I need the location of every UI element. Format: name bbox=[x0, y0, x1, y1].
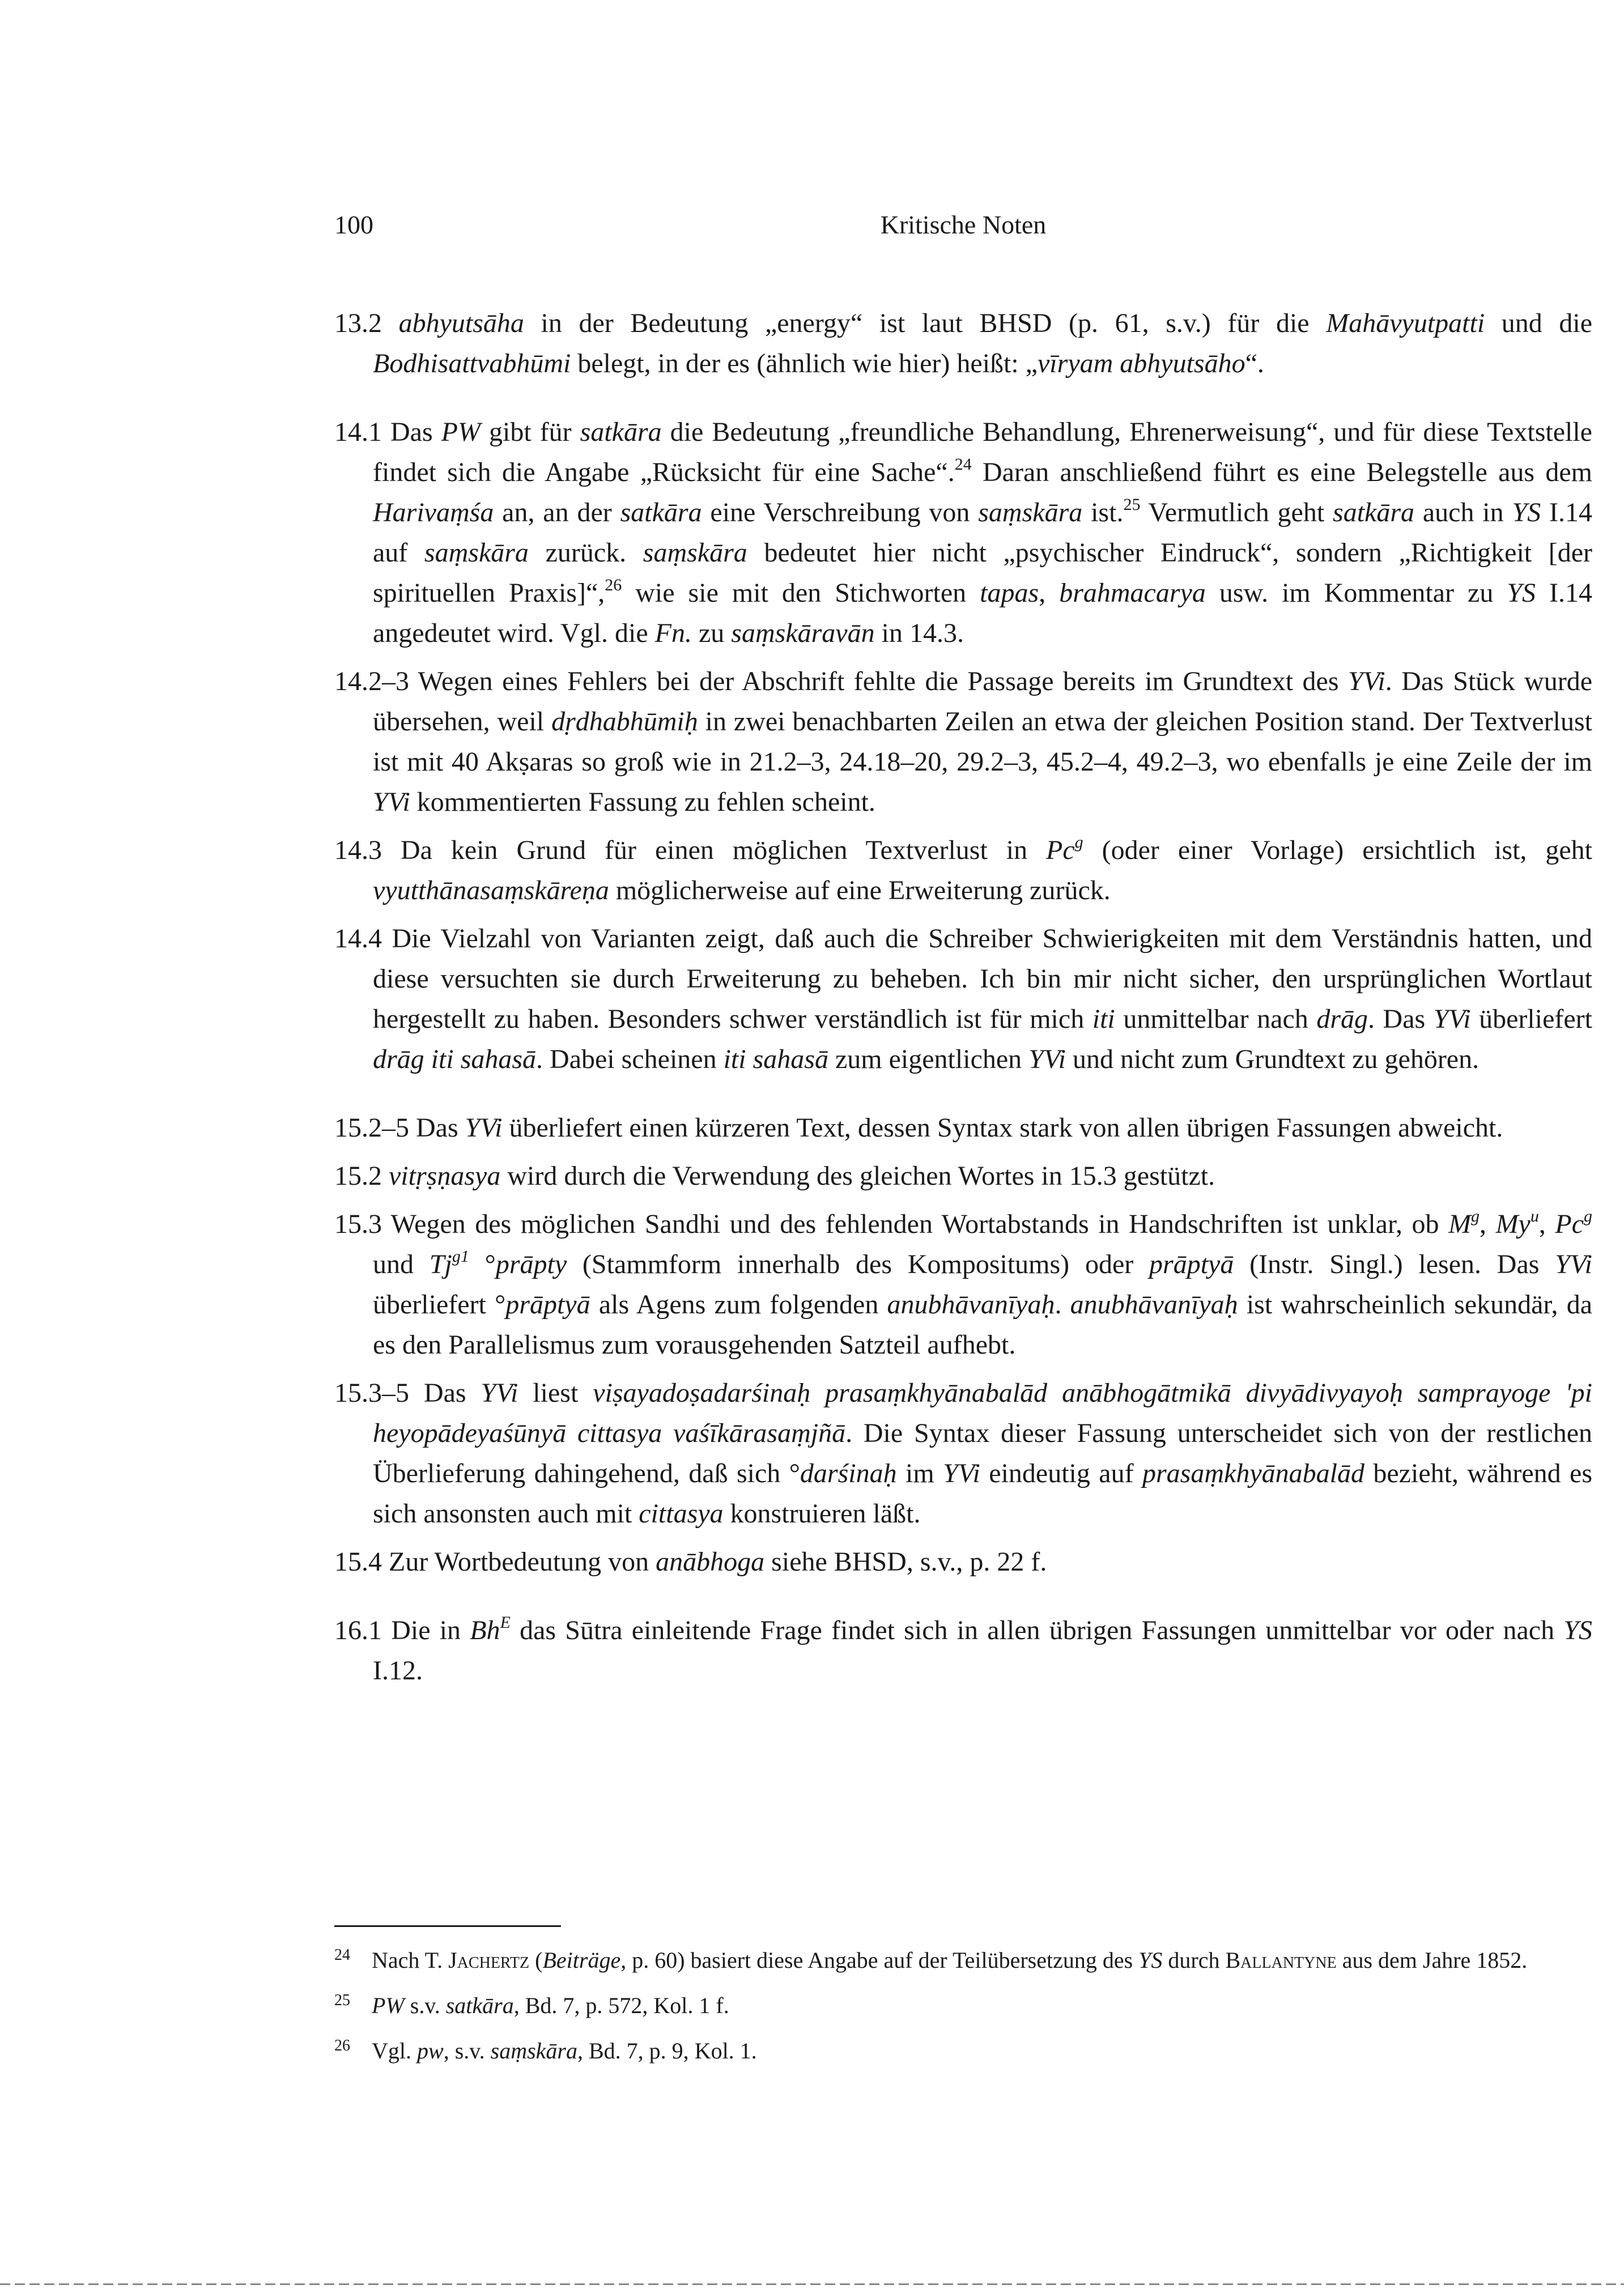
notes-body bbox=[334, 303, 1592, 1699]
scan-edge bbox=[0, 2283, 1624, 2285]
page-number: 100 bbox=[334, 210, 373, 239]
running-header bbox=[334, 210, 1592, 249]
note-entry: 15.3 Wegen des möglichen Sandhi und des fehlenden Wortabstands in Handschriften ist unklar, ob $M^g$, My$^u$, Pc$^g$ und $Tj^{g1}$ °prāpty (Stammform innerhalb des Kompositums) oder prāptyā (Instr. Singl.) lesen. Das YVi überliefert °prāptyā als Agens zum folgenden anubhāvanīyaḥ. anubhāvanīyaḥ ist wahrscheinlich sekundär, da es den Parallelismus zum vorausgehenden Satzteil aufhebt. bbox=[334, 1207, 1593, 1360]
footnote-text: Nach T. Jachertz (Beiträge, p. 60) basiert diese Angabe auf der Teilübersetzung des YS durch Ballantyne aus dem Jahre 1852. bbox=[372, 1947, 1528, 1973]
note-entry: 15.2 vitṛṣṇasya wird durch die Verwendung des gleichen Wortes in 15.3 gestützt. bbox=[334, 1161, 1215, 1191]
footnote: 26 Vgl. pw, s.v. saṃskāra, Bd. 7, p. 9, Kol. 1. bbox=[334, 2037, 757, 2064]
footnotes bbox=[334, 1943, 1592, 2079]
note-entry: 14.3 Da kein Grund für einen möglichen Textverlust in Pc$^g$ (oder einer Vorlage) ersichtlich ist, geht vyutthānasaṃskāreṇa möglicherweise auf eine Erweiterung zurück. bbox=[334, 833, 1593, 905]
note-entry: 16.1 Die in $Bh^E$ das Sūtra einleitende Frage findet sich in allen übrigen Fassungen unmittelbar vor oder nach YS I.12. bbox=[334, 1613, 1593, 1686]
note-entry: 15.3–5 Das YVi liest viṣayadoṣadarśinaḥ prasaṃkhyānabalād anābhogātmikā divyādivyayoḥ samprayoge 'pi heyopādeyaśūnyā cittasya vaśīkārasaṃjñā. Die Syntax dieser Fassung unterscheidet sich von der restlichen Überlieferung dahingehend, daß sich °darśinaḥ im YVi eindeutig auf prasaṃkhyānabalād bezieht, während es sich ansonsten auch mit cittasya konstruieren läßt. bbox=[334, 1378, 1593, 1529]
note-entry: 14.1 Das PW gibt für satkāra die Bedeutung „freundliche Behandlung, Ehrenerweisung“, und für diese Textstelle findet sich die Angabe „Rücksicht für eine Sache“.$^{24}$ Daran anschließend führt es eine Belegstelle aus dem Harivaṃśa an, an der satkāra eine Verschreibung von saṃskāra ist.$^{25}$ Vermutlich geht satkāra auch in YS I.14 auf saṃskāra zurück. saṃskāra bedeutet hier nicht „psychischer Eindruck“, sondern „Richtigkeit [der spirituellen Praxis]“,$^{26}$ wie sie mit den Stichworten tapas, brahmacarya usw. im Kommentar zu YS I.14 angedeutet wird. Vgl. die Fn. zu saṃskāravān in 14.3. bbox=[334, 417, 1593, 648]
note-entry: 15.4 Zur Wortbedeutung von anābhoga siehe BHSD, s.v., p. 22 f. bbox=[334, 1547, 1047, 1577]
footnote: 24 Nach T. Jachertz (Beiträge, p. 60) basiert diese Angabe auf der Teilübersetzung des YS durch Ballantyne aus dem Jahre 1852. bbox=[334, 1946, 1528, 1973]
footnote: 25 PW s.v. satkāra, Bd. 7, p. 572, Kol. 1 f. bbox=[334, 1992, 729, 2018]
footnote-text: PW s.v. satkāra, Bd. 7, p. 572, Kol. 1 f. bbox=[372, 1993, 729, 2018]
footnote-rule bbox=[334, 1925, 561, 1927]
note-entry: 14.2–3 Wegen eines Fehlers bei der Abschrift fehlte die Passage bereits im Grundtext des YVi. Das Stück wurde übersehen, weil dṛdhabhūmiḥ in zwei benachbarten Zeilen an etwa der gleichen Position stand. Der Textverlust ist mit 40 Akṣaras so groß wie in 21.2–3, 24.18–20, 29.2–3, 45.2–4, 49.2–3, wo ebenfalls je eine Zeile der im YVi kommentierten Fassung zu fehlen scheint. bbox=[334, 666, 1593, 817]
footnote-text: Vgl. pw, s.v. saṃskāra, Bd. 7, p. 9, Kol. 1. bbox=[372, 2038, 757, 2064]
running-title: Kritische Noten bbox=[880, 210, 1047, 239]
note-entry: 15.2–5 Das YVi überliefert einen kürzeren Text, dessen Syntax stark von allen übrigen Fassungen abweicht. bbox=[334, 1113, 1503, 1143]
note-entry: 13.2 abhyutsāha in der Bedeutung „energy“ ist laut BHSD (p. 61, s.v.) für die Mahāvyutpatti und die Bodhisattvabhūmi belegt, in der es (ähnlich wie hier) heißt: „vīryam abhyutsāho“. bbox=[334, 308, 1593, 378]
note-entry: 14.4 Die Vielzahl von Varianten zeigt, daß auch die Schreiber Schwierigkeiten mit dem Verständnis hatten, und diese versuchten sie durch Erweiterung zu beheben. Ich bin mir nicht sicher, den ursprünglichen Wortlaut hergestellt zu haben. Besonders schwer verständlich ist für mich iti unmittelbar nach drāg. Das YVi überliefert drāg iti sahasā. Dabei scheinen iti sahasā zum eigentlichen YVi und nicht zum Grundtext zu gehören. bbox=[334, 924, 1592, 1074]
